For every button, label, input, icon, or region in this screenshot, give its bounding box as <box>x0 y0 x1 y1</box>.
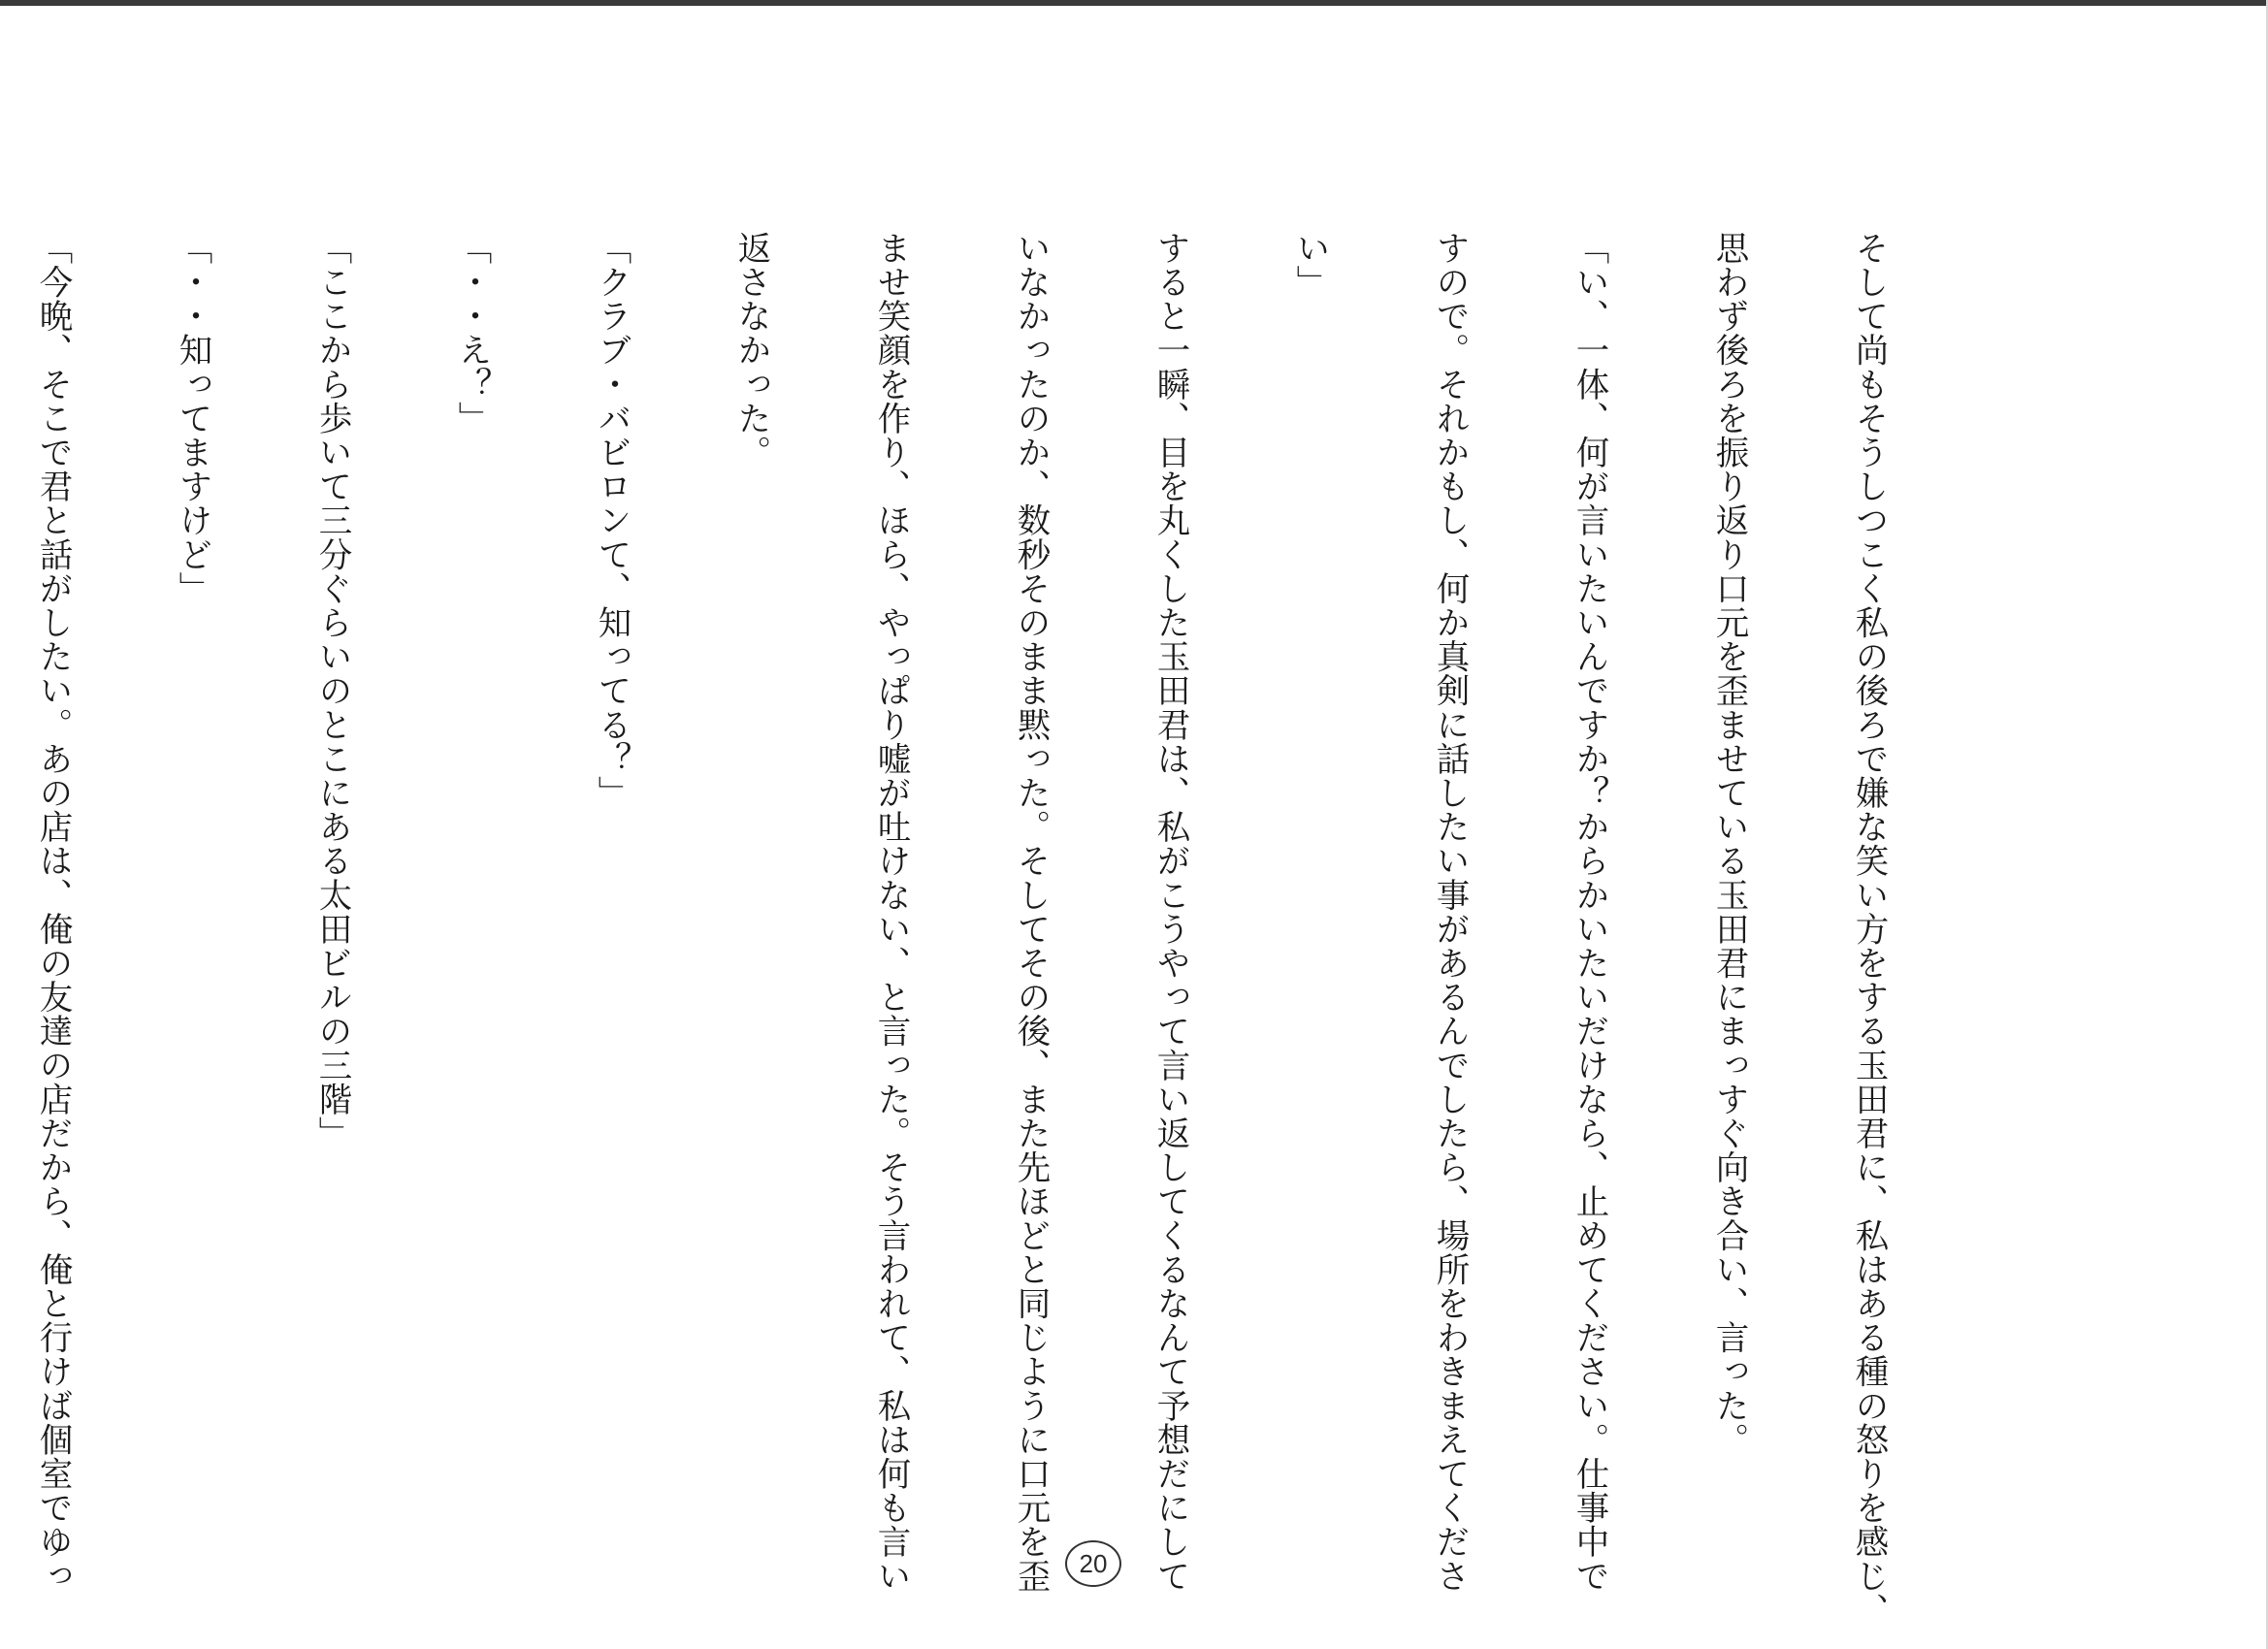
page-number: 20 <box>1065 1540 1121 1587</box>
scan-edge-top <box>0 0 2268 6</box>
text-line: 「い、一体、何が言いたいんですか？からかいたいだけなら、止めてください。仕事中で <box>1570 231 1608 1593</box>
text-line: 「・・え？」 <box>452 231 491 436</box>
text-line: いなかったのか、数秒そのまま黙った。そしてその後、また先ほどと同じように口元を歪 <box>1011 231 1050 1593</box>
text-line: すので。それかもし、何か真剣に話したい事があるんでしたら、場所をわきまえてくださ <box>1430 231 1469 1593</box>
text-line: い」 <box>1290 231 1329 300</box>
text-line: ませ笑顔を作り、ほら、やっぱり嘘が吐けない、と言った。そう言われて、私は何も言い <box>871 231 910 1593</box>
text-line: 「ここから歩いて三分ぐらいのとこにある太田ビルの三階」 <box>312 231 351 1150</box>
text-line: 返さなかった。 <box>731 231 770 469</box>
text-line: 「・・知ってますけど」 <box>173 231 211 606</box>
text-line: そして尚もそうしつこく私の後ろで嫌な笑い方をする玉田君に、私はある種の怒りを感じ、 <box>1849 231 1888 1628</box>
text-line: すると一瞬、目を丸くした玉田君は、私がこうやって言い返してくるなんて予想だにして <box>1150 231 1189 1593</box>
text-line: 思わず後ろを振り返り口元を歪ませている玉田君にまっすぐ向き合い、言った。 <box>1709 231 1748 1457</box>
text-line: 「クラブ・バビロンて、知ってる？」 <box>592 231 631 810</box>
text-line: 「今晩、そこで君と話がしたい。あの店は、俺の友達の店だから、俺と行けば個室でゆっ <box>33 231 72 1593</box>
